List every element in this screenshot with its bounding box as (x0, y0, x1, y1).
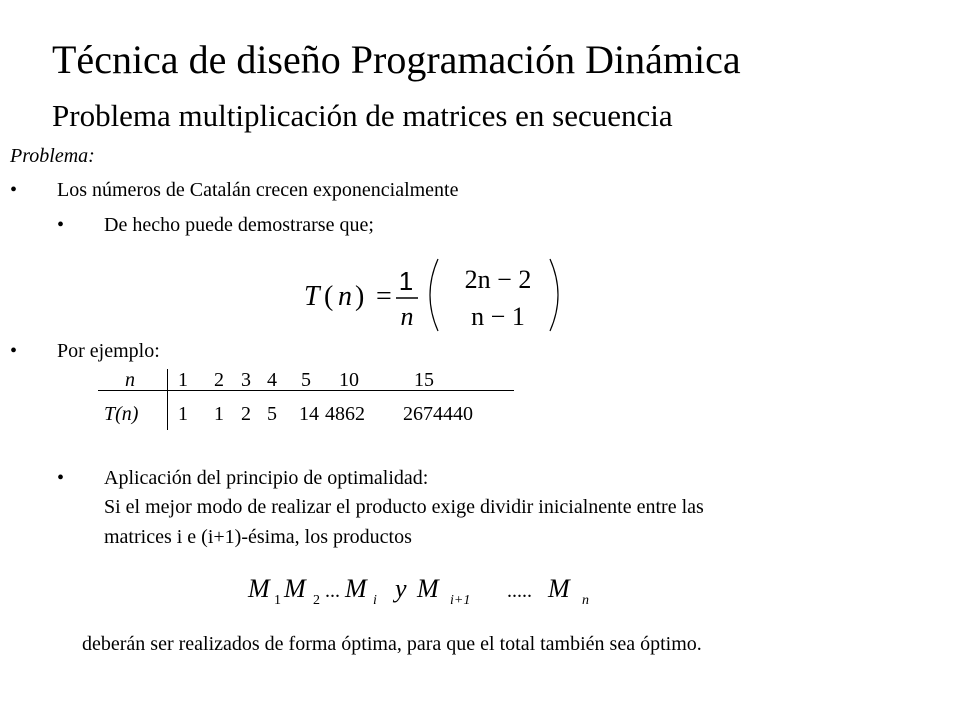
bullet-marker: • (57, 467, 65, 489)
table-n-cell: 4 (267, 369, 277, 391)
table-n-cell: 1 (178, 369, 188, 391)
formula-open-paren: ( (324, 281, 334, 312)
formula-binom-bottom: n − 1 (471, 302, 525, 331)
bullet-marker: • (57, 214, 65, 236)
table-header-n: n (125, 369, 135, 391)
seq-Mi1: M (417, 574, 439, 603)
table-n-cell: 15 (414, 369, 434, 391)
table-row-label: T(n) (104, 403, 139, 425)
seq-ellipsis-1: ... (325, 580, 340, 602)
bullet-principle-line2: Si el mejor modo de realizar el producto exige dividir inicialnente entre las (104, 496, 704, 518)
conclusion-text: deberán ser realizados de forma óptima, para que el total también sea óptimo. (82, 633, 702, 655)
formula-n: n (338, 281, 352, 312)
seq-M1: M (248, 574, 270, 603)
bullet-principle-line1: Aplicación del principio de optimalidad: (104, 467, 429, 489)
table-n-cell: 2 (214, 369, 224, 391)
problem-label: Problema: (10, 145, 95, 167)
bullet-marker: • (10, 179, 18, 201)
formula-close-paren: ) (355, 281, 365, 312)
seq-sub-i1: i+1 (450, 593, 471, 608)
bullet-demo: De hecho puede demostrarse que; (104, 214, 374, 236)
matrix-sequence-formula (245, 572, 605, 608)
seq-M2: M (284, 574, 306, 603)
seq-Mi: M (345, 574, 367, 603)
formula-frac-den: n (400, 302, 414, 331)
seq-ellipsis-2: ..... (507, 580, 532, 602)
table-t-cell: 1 (214, 403, 224, 425)
bullet-example: Por ejemplo: (57, 340, 160, 362)
bullet-principle-line3: matrices i e (i+1)-ésima, los productos (104, 526, 412, 548)
formula-binom-right-paren (550, 259, 558, 331)
bullet-marker: • (10, 340, 18, 362)
table-n-cell: 10 (339, 369, 359, 391)
table-t-cell: 2674440 (403, 403, 473, 425)
table-t-cell: 5 (267, 403, 277, 425)
table-t-cell: 4862 (325, 403, 365, 425)
formula-binom-left-paren (430, 259, 438, 331)
formula-frac-num: 1 (398, 266, 414, 296)
table-n-cell: 5 (301, 369, 311, 391)
page-subtitle: Problema multiplicación de matrices en secuencia (52, 98, 673, 133)
seq-sub-i: i (373, 593, 377, 608)
table-t-cell: 2 (241, 403, 251, 425)
table-t-cell: 14 (299, 403, 319, 425)
page-title: Técnica de diseño Programación Dinámica (52, 37, 741, 82)
catalan-formula (300, 255, 570, 335)
bullet-catalan: Los números de Catalán crecen exponencialmente (57, 179, 459, 201)
table-n-cell: 3 (241, 369, 251, 391)
formula-equals: = (376, 281, 392, 312)
seq-Mn: M (548, 574, 570, 603)
formula-T: T (304, 281, 320, 312)
formula-binom-top: 2n − 2 (464, 265, 532, 294)
seq-sub-1: 1 (274, 593, 281, 608)
table-t-cell: 1 (178, 403, 188, 425)
seq-sub-2: 2 (313, 593, 320, 608)
seq-sub-n: n (582, 593, 589, 608)
table-column-rule (167, 369, 168, 430)
seq-conj: y (395, 574, 407, 603)
